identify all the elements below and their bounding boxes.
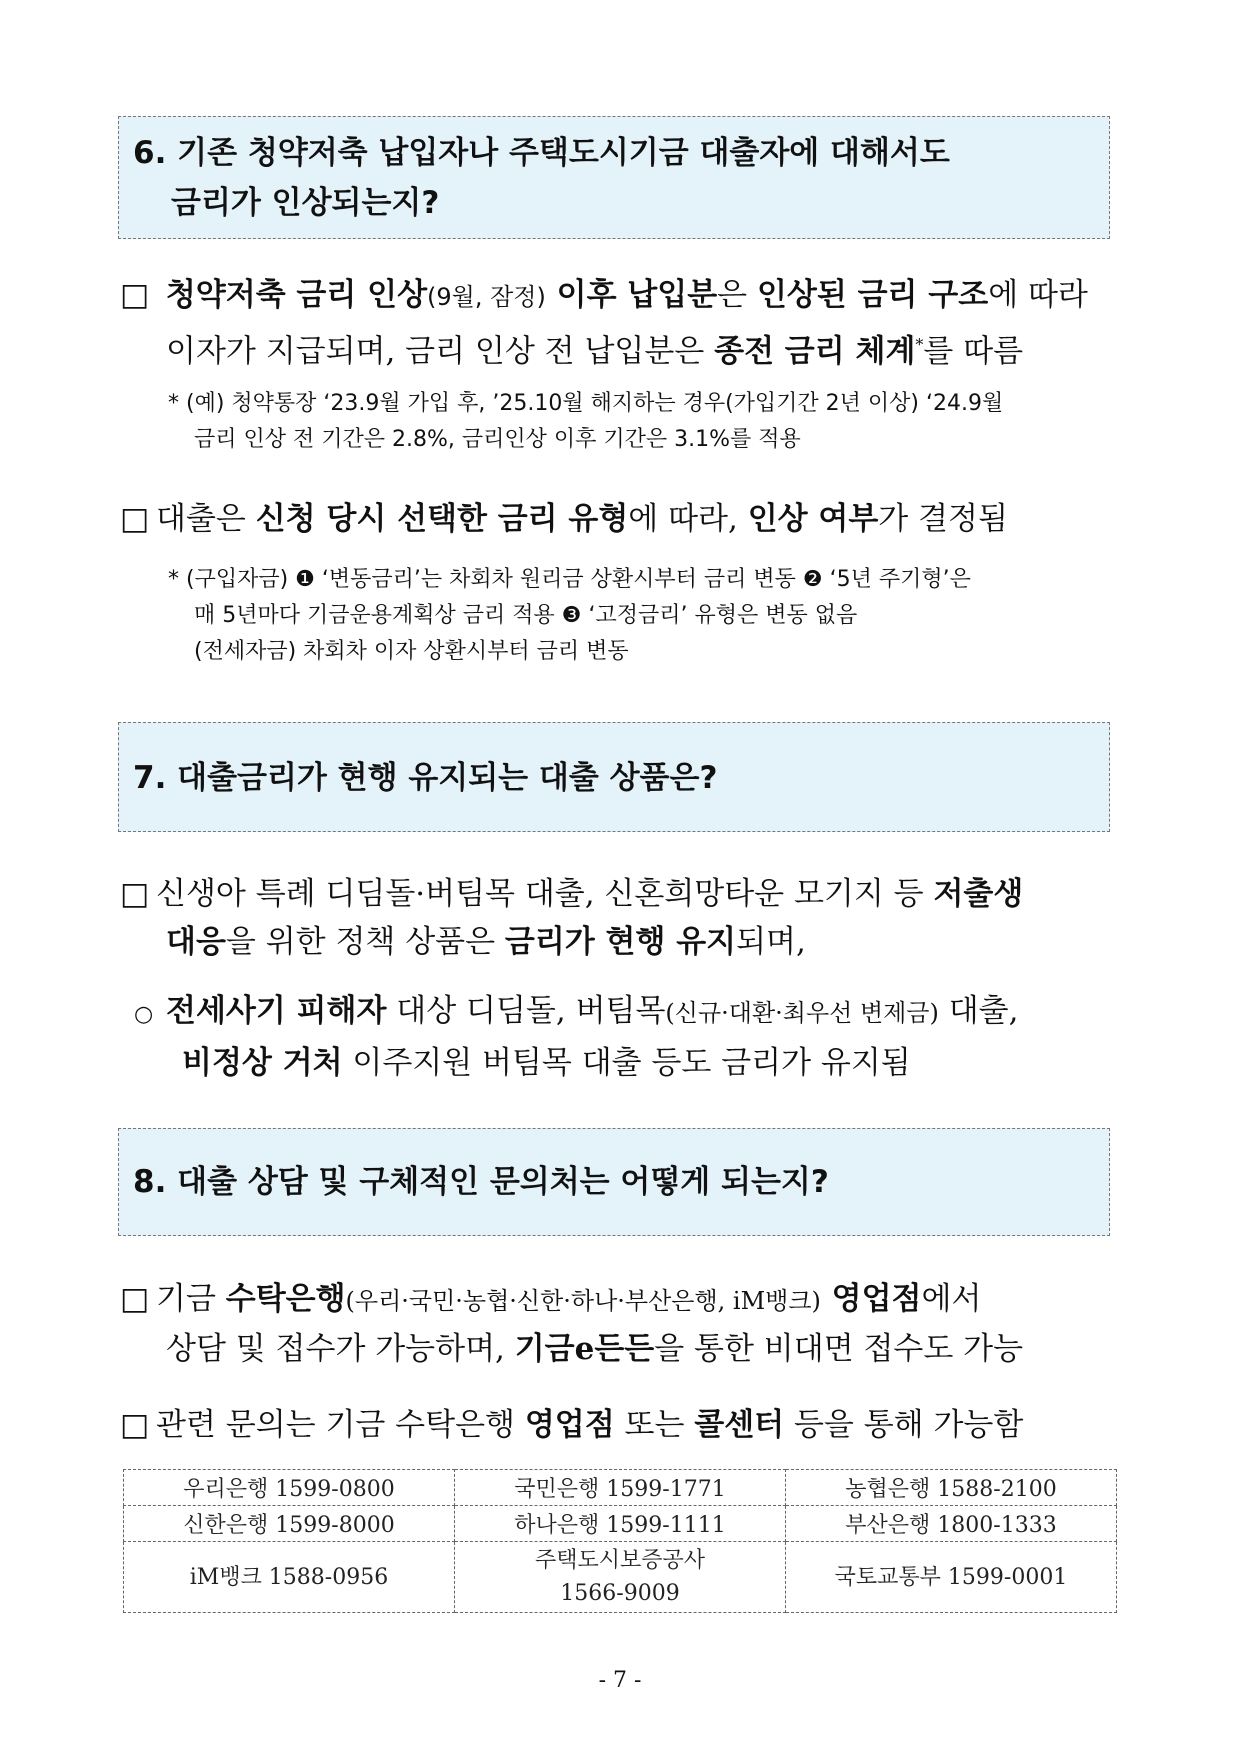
- text-bold: 콜센터: [694, 1407, 785, 1443]
- text: 또는: [614, 1407, 695, 1443]
- cell-line: 주택도시보증공사: [534, 1548, 706, 1573]
- table-row: [124, 1470, 1117, 1506]
- table-cell: 국민은행 1599-1771: [455, 1470, 786, 1506]
- answer-8-paragraph-2: [120, 1401, 1023, 1449]
- table-cell: 국토교통부 1599-0001: [786, 1542, 1117, 1613]
- question-6-title-line1: 6. 기존 청약저축 납입자나 주택도시기금 대출자에 대해서도: [133, 135, 950, 171]
- circle-bullet: ○: [134, 1002, 154, 1027]
- answer-8-paragraph-1: [120, 1275, 1023, 1373]
- answer-7-paragraph-1: [120, 870, 1023, 966]
- question-8-box: [118, 1128, 1110, 1236]
- note-line: 금리 인상 전 기간은 2.8%, 금리인상 이후 기간은 3.1%를 적용: [194, 427, 801, 452]
- question-7-box: [118, 722, 1110, 832]
- text: 이자가 지급되며, 금리 인상 전 납입분은: [166, 333, 715, 370]
- text: 기금: [156, 1281, 226, 1317]
- text-small: (우리·국민·농협·신한·하나·부산은행, iM뱅크): [345, 1287, 821, 1315]
- text-bold: 금리가 현행 유지: [504, 924, 737, 960]
- text-bold: 비정상 거처: [182, 1045, 343, 1081]
- note-line: * (구입자금) ❶ ‘변동금리’는 차회차 원리금 상환시부터 금리 변동 ❷ ‘5년 주기형’은: [168, 567, 971, 592]
- text: 되며,: [736, 924, 806, 960]
- text: 가 결정됨: [878, 501, 1008, 537]
- checkbox-bullet: □: [120, 501, 150, 537]
- question-6-title: [133, 128, 950, 228]
- table-cell: 농협은행 1588-2100: [786, 1470, 1117, 1506]
- table-cell: [455, 1542, 786, 1613]
- note-line: 매 5년마다 기금운용계획상 금리 적용 ❸ ‘고정금리’ 유형은 변동 없음: [194, 603, 858, 628]
- table-cell: iM뱅크 1588-0956: [124, 1542, 455, 1613]
- text: 대출,: [938, 993, 1019, 1029]
- text-bold: 수탁은행: [225, 1281, 346, 1317]
- answer-6-note-2: [168, 562, 971, 670]
- note-line: * (예) 청약통장 ‘23.9월 가입 후, ’25.10월 해지하는 경우(가입기간 2년 이상) ‘24.9월: [168, 391, 1004, 416]
- text: 이주지원 버팀목 대출 등도 금리가 유지됨: [342, 1045, 911, 1081]
- checkbox-bullet: □: [120, 876, 150, 912]
- text-small: (신규·대환·최우선 변제금): [665, 999, 939, 1027]
- text-bold: 전세사기 피해자: [166, 993, 387, 1029]
- checkbox-bullet: □: [120, 1281, 150, 1317]
- text: 을 통한 비대면 접수도 가능: [654, 1331, 1024, 1367]
- text-bold: 영업점: [524, 1407, 615, 1443]
- text: 에 따라,: [628, 501, 748, 537]
- note-line: (전세자금) 차회차 이자 상환시부터 금리 변동: [194, 639, 629, 664]
- text: 은: [717, 277, 757, 313]
- text: 에서: [921, 1281, 982, 1317]
- text: 를 따름: [923, 333, 1024, 370]
- text-bold: 대응: [166, 924, 226, 960]
- table-row: [124, 1506, 1117, 1542]
- text-bold: 인상 여부: [747, 501, 879, 537]
- checkbox-bullet: □: [120, 277, 150, 313]
- text: 대상 디딤돌, 버팀목: [386, 993, 666, 1029]
- text: 등을 통해 가능함: [784, 1407, 1024, 1443]
- text-small: (9월, 잠정): [427, 283, 546, 311]
- text-bold: 신청 당시 선택한 금리 유형: [255, 501, 629, 537]
- text-bold: 기금e든든: [514, 1331, 655, 1367]
- checkbox-bullet: □: [120, 1407, 150, 1443]
- text: 관련 문의는 기금 수탁은행: [156, 1407, 525, 1443]
- question-6-box: [118, 116, 1110, 239]
- text: 신생아 특례 디딤돌·버팀목 대출, 신혼희망타운 모기지 등: [156, 876, 934, 912]
- table-cell: 하나은행 1599-1111: [455, 1506, 786, 1542]
- text: 대출은: [156, 501, 256, 537]
- table-cell: 부산은행 1800-1333: [786, 1506, 1117, 1542]
- answer-6-paragraph-1: [120, 271, 1088, 375]
- footnote-mark: *: [915, 335, 924, 354]
- answer-6-note-1: [168, 386, 1003, 458]
- text: 상담 및 접수가 가능하며,: [166, 1331, 515, 1367]
- text-bold: 인상된 금리 구조: [756, 277, 989, 313]
- text-bold: 종전 금리 체계: [714, 333, 916, 370]
- text: 에 따라: [988, 277, 1088, 313]
- text-bold: 저출생: [933, 876, 1024, 912]
- answer-7-paragraph-2: [120, 987, 1018, 1087]
- text-bold: 청약저축 금리 인상: [165, 277, 428, 313]
- text-bold: 영업점: [820, 1281, 922, 1317]
- table-cell: 신한은행 1599-8000: [124, 1506, 455, 1542]
- question-6-title-line2: 금리가 인상되는지?: [171, 185, 440, 221]
- question-7-title: 7. 대출금리가 현행 유지되는 대출 상품은?: [133, 760, 718, 796]
- cell-line: 1566-9009: [560, 1581, 680, 1606]
- table-cell: 우리은행 1599-0800: [124, 1470, 455, 1506]
- page-number: - 7 -: [598, 1668, 642, 1693]
- text: 을 위한 정책 상품은: [225, 924, 505, 960]
- question-8-title: 8. 대출 상담 및 구체적인 문의처는 어떻게 되는지?: [133, 1164, 829, 1200]
- text-bold: 이후 납입분: [545, 277, 718, 313]
- contacts-table: [123, 1469, 1117, 1613]
- table-row: [124, 1542, 1117, 1613]
- answer-6-paragraph-2: [120, 495, 1008, 543]
